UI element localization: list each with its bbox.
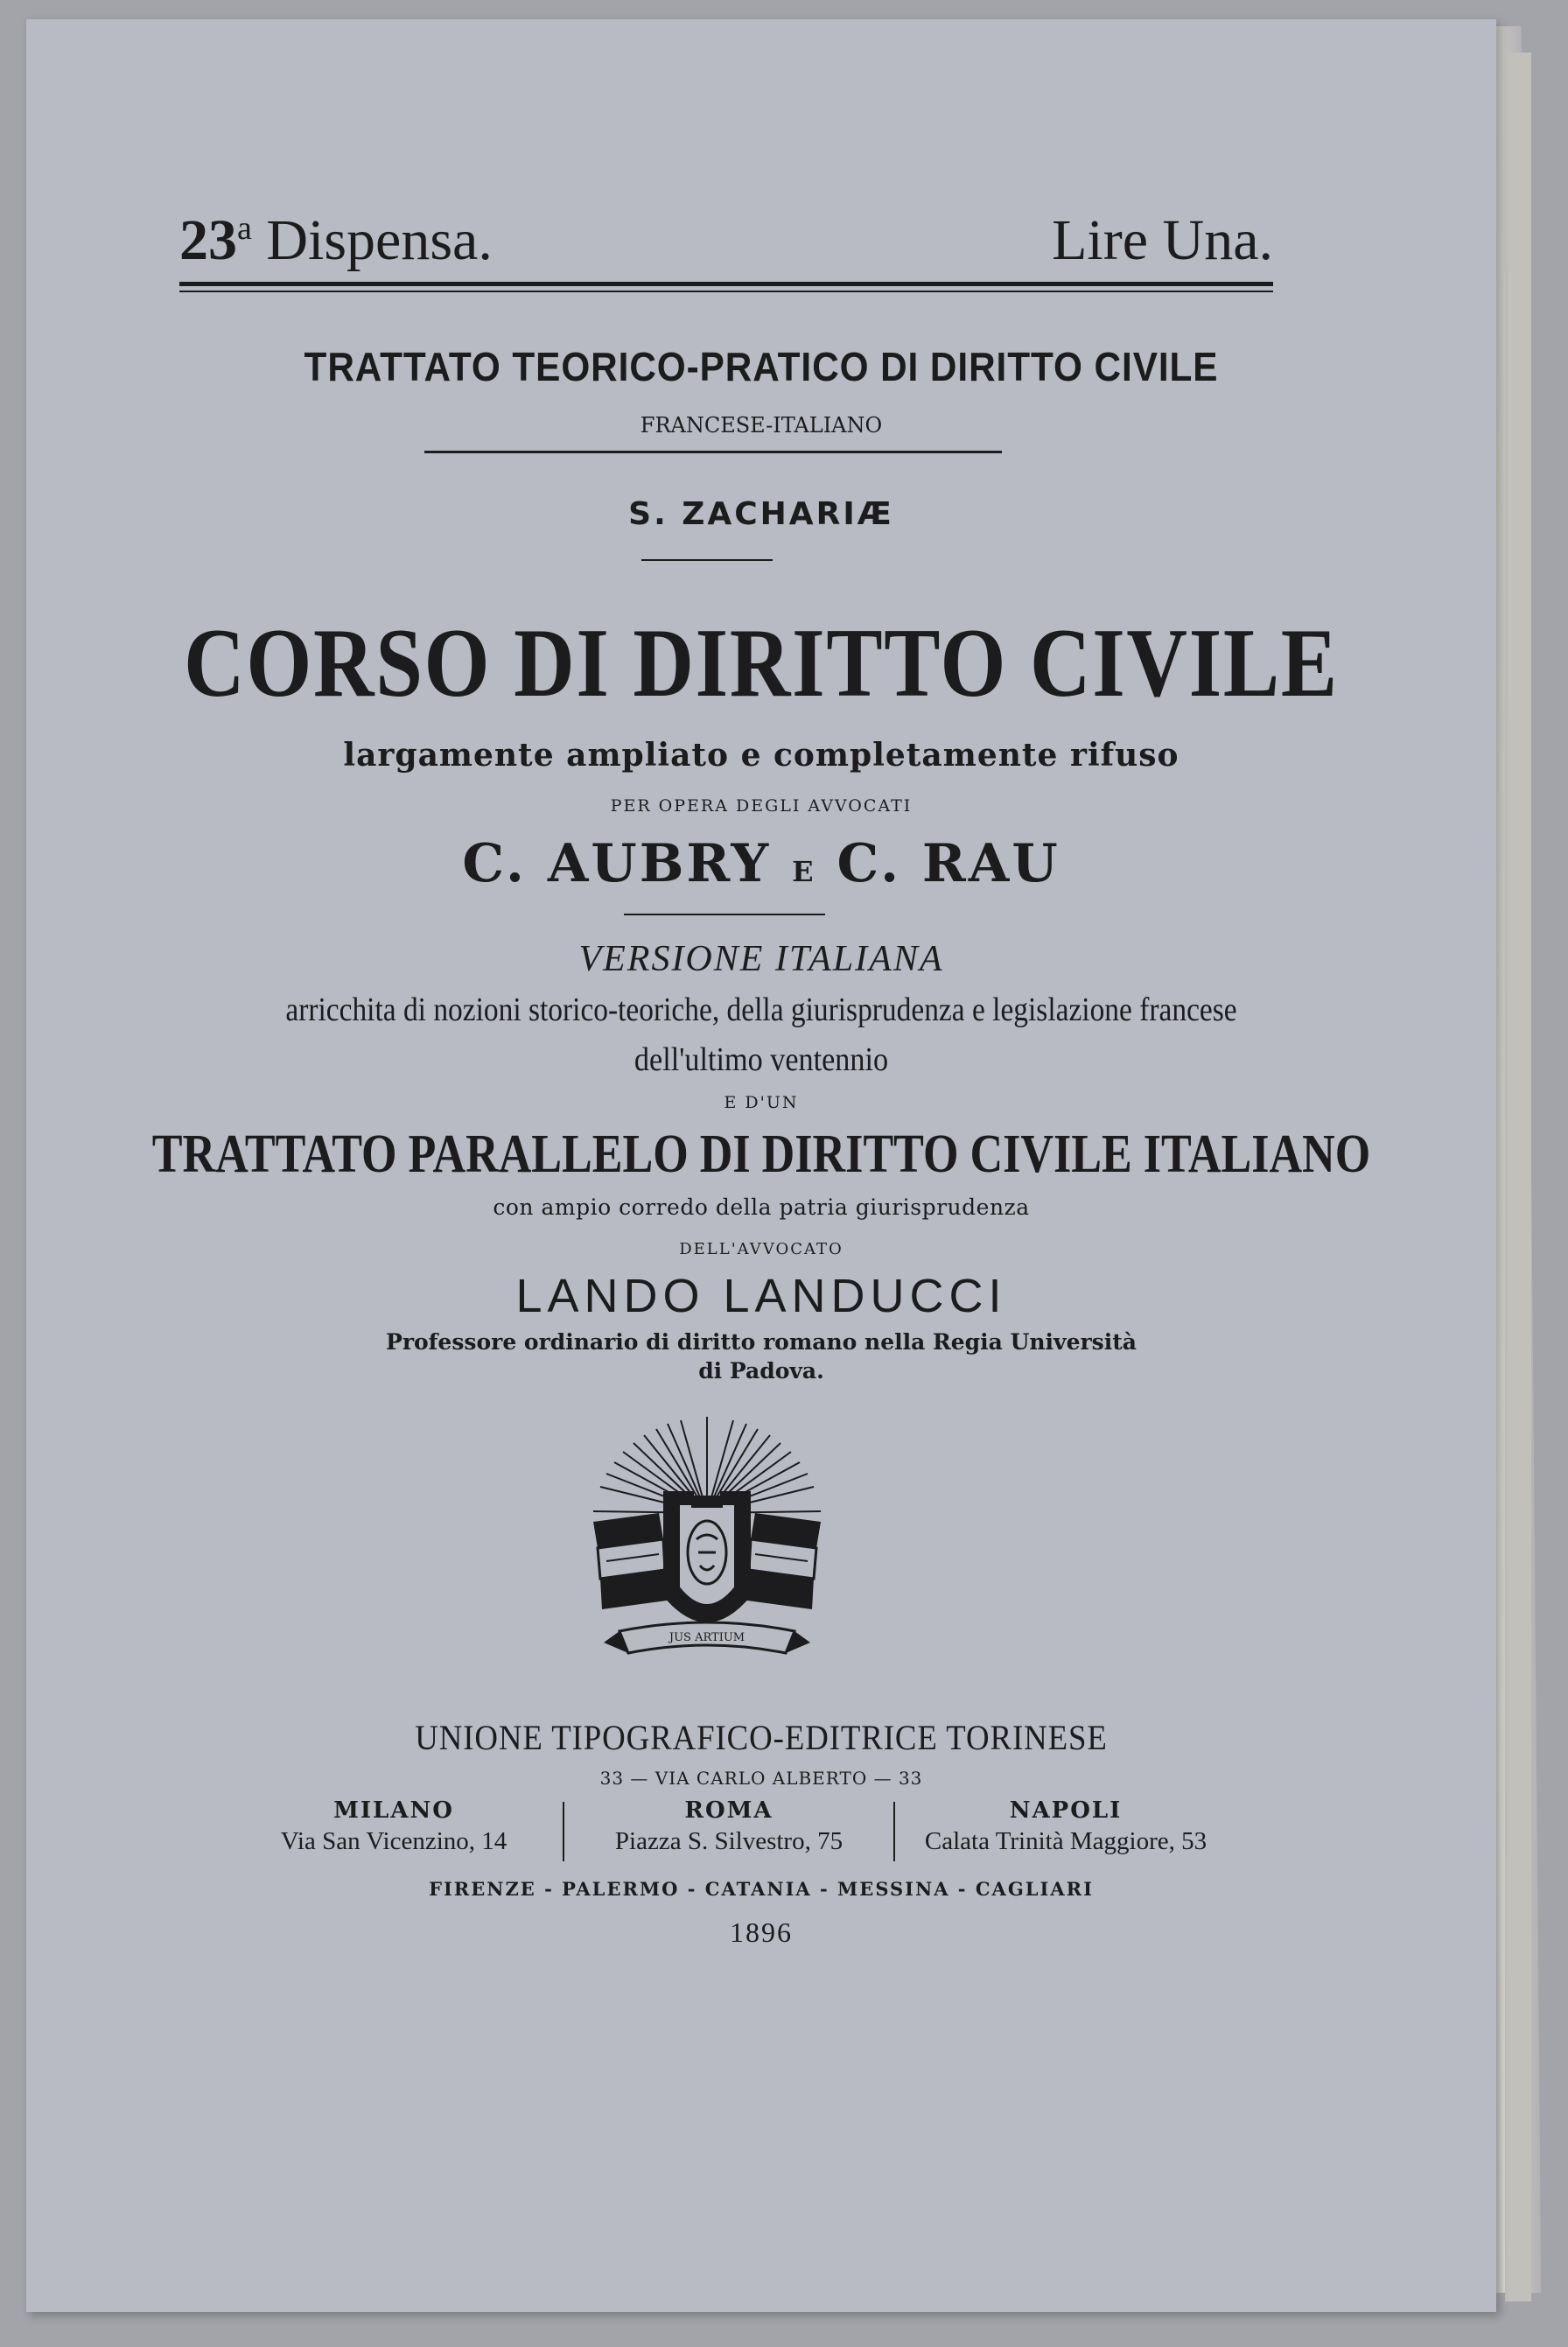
- header-row: [179, 207, 1273, 286]
- issue-word: Dispensa.: [266, 208, 493, 272]
- author-rule: [641, 559, 773, 561]
- price-label: Lire Una.: [1052, 208, 1273, 272]
- emblem-motto: JUS ARTIUM: [668, 1631, 746, 1644]
- branch-napoli: [898, 1797, 1234, 1856]
- other-cities: FIRENZE - PALERMO - CATANIA - MESSINA - CAGLIARI: [429, 1878, 1094, 1900]
- branch-roma: [567, 1797, 891, 1856]
- version-label: VERSIONE ITALIANA: [578, 939, 944, 979]
- parallel-description: con ampio corredo della patria giurisprudenza: [493, 1195, 1030, 1220]
- emblem-books-right: [747, 1513, 821, 1609]
- header-double-rule-bottom: [179, 291, 1273, 292]
- editors-line: [26, 833, 1496, 894]
- branch-list: [228, 1797, 1234, 1876]
- editor-rau: C. RAU: [836, 833, 1060, 894]
- editor-aubry: C. AUBRY: [462, 833, 772, 894]
- emblem-shield: [663, 1491, 751, 1622]
- editors-rule: [624, 914, 825, 915]
- branch-divider: [563, 1802, 564, 1861]
- publisher-name: UNIONE TIPOGRAFICO-EDITRICE TORINESE: [415, 1718, 1108, 1757]
- issue-number: 23: [179, 208, 237, 272]
- header-double-rule-top: [179, 282, 1273, 286]
- series-title: TRATTATO TEORICO-PRATICO DI DIRITTO CIVILE: [304, 344, 1219, 389]
- author-name: S. ZACHARIÆ: [628, 496, 894, 532]
- inner-pages-edge-shadow: [1505, 53, 1531, 2301]
- publication-year: 1896: [730, 1916, 793, 1948]
- branch-city: NAPOLI: [1009, 1797, 1123, 1824]
- series-rule: [424, 451, 1002, 453]
- branch-city: ROMA: [684, 1797, 774, 1824]
- branch-city: MILANO: [333, 1797, 454, 1824]
- parallel-affiliation-2: di Padova.: [698, 1358, 824, 1384]
- branch-address: Piazza S. Silvestro, 75: [614, 1827, 844, 1855]
- parallel-author: LANDO LANDUCCI: [515, 1270, 1007, 1322]
- editors-conjunction: E: [792, 855, 816, 888]
- branch-divider: [893, 1802, 895, 1861]
- branch-address: Calata Trinità Maggiore, 53: [924, 1827, 1208, 1855]
- book-description: largamente ampliato e completamente rifuso: [343, 737, 1180, 774]
- book-title: CORSO DI DIRITTO CIVILE: [184, 609, 1339, 718]
- editors-byline: PER OPERA DEGLI AVVOCATI: [610, 796, 913, 816]
- version-conjunction: E D'UN: [724, 1093, 799, 1112]
- publisher-emblem-icon: [576, 1408, 838, 1671]
- booklet-cover: [26, 19, 1496, 2312]
- publisher-address: 33 — VIA CARLO ALBERTO — 33: [599, 1768, 923, 1789]
- branch-milano: [228, 1797, 560, 1856]
- parallel-title: TRATTATO PARALLELO DI DIRITTO CIVILE ITALIANO: [151, 1124, 1371, 1184]
- version-line-2: dell'ultimo ventennio: [634, 1041, 889, 1078]
- series-subtitle: FRANCESE-ITALIANO: [640, 413, 883, 438]
- issue-suffix: a: [237, 210, 252, 247]
- issue-label: [179, 207, 493, 274]
- emblem-books-left: [593, 1513, 667, 1609]
- parallel-byline: DELL'AVVOCATO: [679, 1240, 844, 1258]
- parallel-affiliation-1: Professore ordinario di diritto romano nella Regia Università: [386, 1329, 1137, 1355]
- branch-address: Via San Vicenzino, 14: [280, 1827, 508, 1855]
- version-line-1: arricchita di nozioni storico-teoriche, della giurisprudenza e legislazione francese: [285, 991, 1237, 1028]
